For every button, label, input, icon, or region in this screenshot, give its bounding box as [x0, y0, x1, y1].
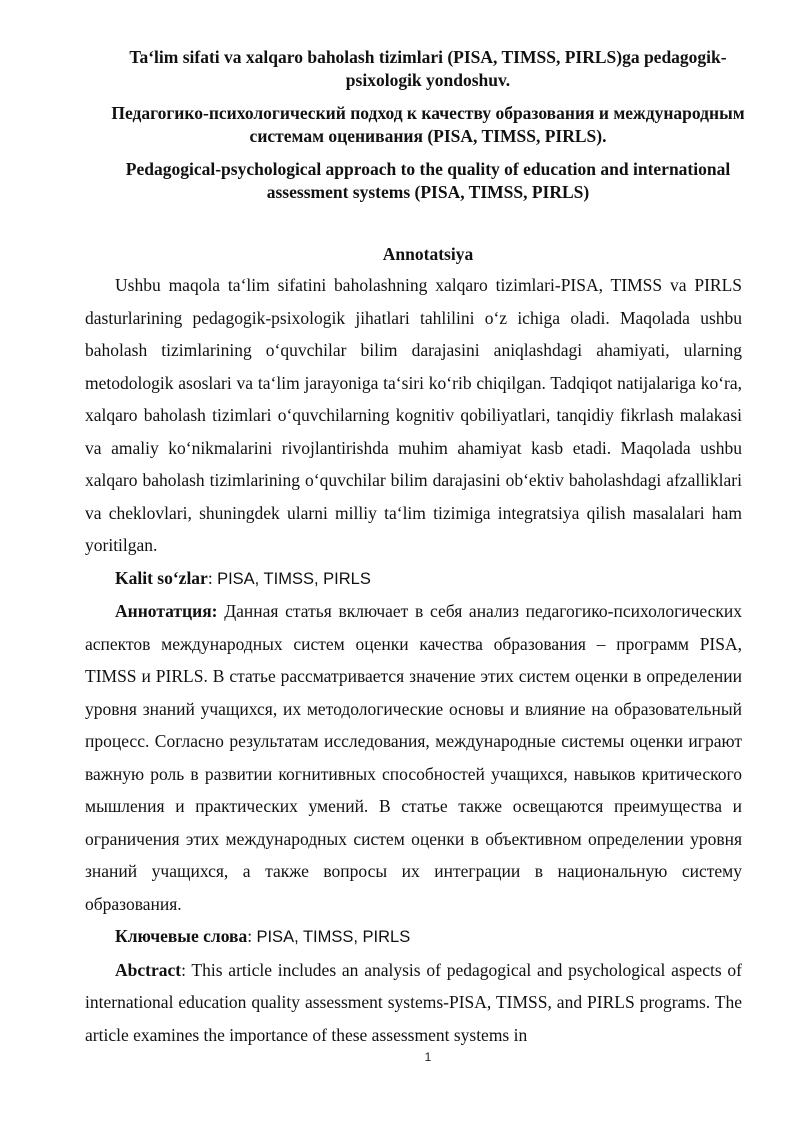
russian-keywords-value: PISA, TIMSS, PIRLS	[256, 928, 411, 946]
english-abstract-text: : This article includes an analysis of pedagogical and psychological aspects of international education quality assessment systems-PISA, TIMSS, and PIRLS programs. The article examines the importance of these assessment systems in	[85, 959, 742, 1045]
title-english: Pedagogical-psychological approach to the quality of education and international assessment systems (PISA, TIMSS, PIRLS)	[125, 159, 731, 202]
title-uzbek: Ta‘lim sifati va xalqaro baholash tizimlari (PISA, TIMSS, PIRLS)ga pedagogik-psixologik yondoshuv.	[129, 47, 727, 90]
uzbek-abstract: Ushbu maqola ta‘lim sifatini baholashning xalqaro tizimlari-PISA, TIMSS va PIRLS dasturlarining pedagogik-psixologik jihatlari tahlilini o‘z ichiga oladi. Maqolada ushbu baholash tizimlarining o‘quvchilar bilim darajasini aniqlashdagi ahamiyati, ularning metodologik asoslari va ta‘lim jarayoniga ta‘siri ko‘rib chiqilgan. Tadqiqot natijalariga ko‘ra, xalqaro baholash tizimlari o‘quvchilarning kognitiv qobiliyatlari, tanqidiy fikrlash malakasi va amaliy ko‘nikmalarini rivojlantirishda muhim ahamiyat kasb etadi. Maqolada ushbu xalqaro baholash tizimlarining o‘quvchilar bilim darajasini ob‘ektiv baholashdagi afzalliklari va cheklovlari, shuningdek ularni milliy ta‘lim tizimiga integratsiya qilish masalalari ham yoritilgan.	[85, 275, 742, 555]
russian-abstract-text: Данная статья включает в себя анализ педагогико-психологических аспектов международных систем оценки качества образования – программ PISA, TIMSS и PIRLS. В статье рассматривается значение этих систем оценки в определении уровня знаний учащихся, их методологические основы и влияние на образовательный процесс. Согласно результатам исследования, международные системы оценки играют важную роль в развитии когнитивных способностей учащихся, навыков критического мышления и практических умений. В статье также освещаются преимущества и ограничения этих международных систем оценки в объективном определении уровня знаний учащихся, а также вопросы их интеграции в национальную систему образования.	[85, 601, 742, 914]
uzbek-keywords-value: PISA, TIMSS, PIRLS	[217, 569, 371, 588]
uzbek-keywords-separator: :	[207, 567, 218, 588]
russian-keywords-separator: :	[247, 926, 257, 946]
uzbek-keywords	[85, 562, 742, 596]
title-russian: Педагогико-психологический подход к качеству образования и международным системам оценивания (PISA, TIMSS, PIRLS).	[111, 103, 745, 146]
english-abstract	[85, 954, 742, 1052]
russian-abstract	[85, 595, 742, 920]
abstract-body	[85, 269, 742, 1051]
annotation-heading: Annotatsiya	[382, 244, 474, 264]
title-block	[100, 46, 756, 214]
uzbek-keywords-label: Kalit so‘zlar	[115, 567, 208, 588]
russian-keywords	[85, 920, 742, 954]
english-abstract-label: Abctract	[115, 959, 182, 980]
russian-abstract-label: Аннотатция:	[115, 601, 218, 621]
page-number: 1	[424, 1050, 432, 1064]
russian-keywords-label: Ключевые слова	[115, 926, 248, 946]
